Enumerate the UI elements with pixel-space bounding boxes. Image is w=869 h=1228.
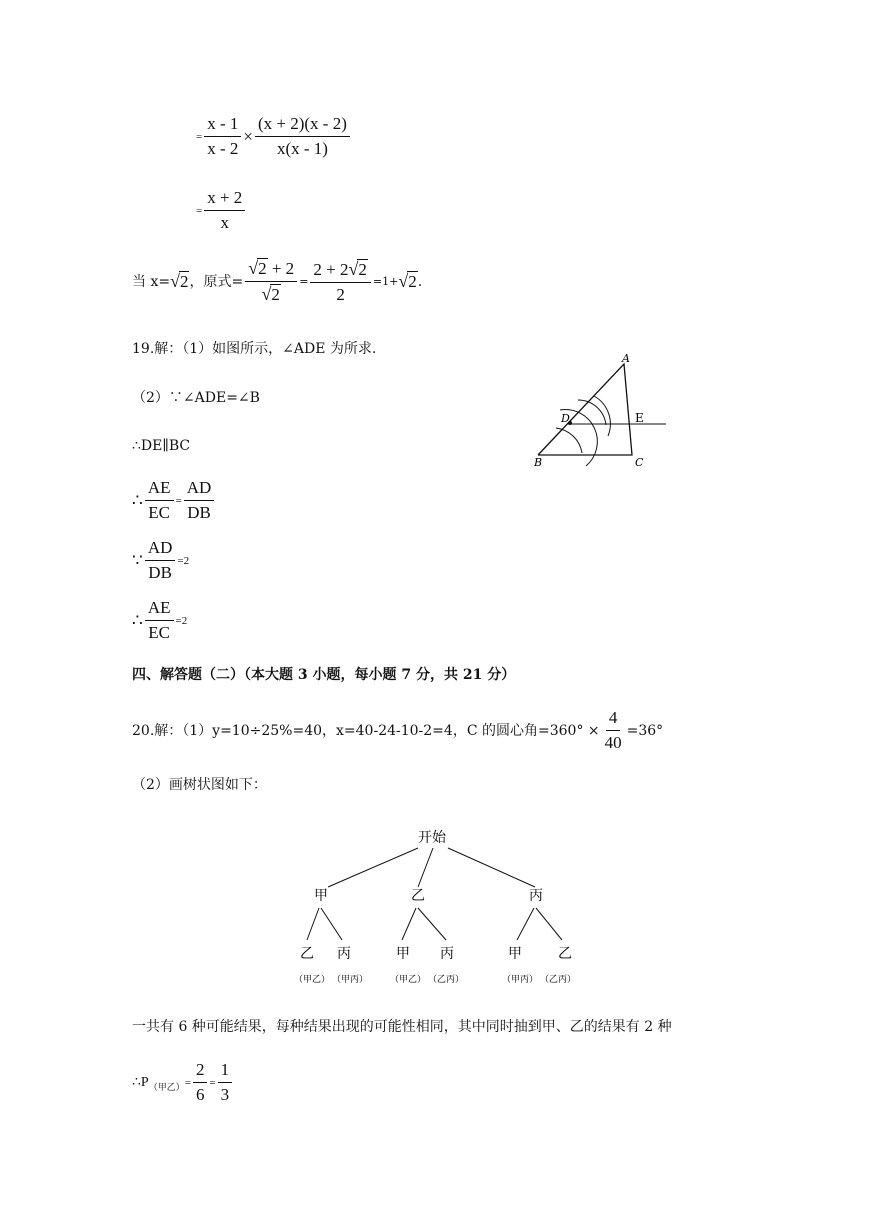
label-e: E: [635, 411, 644, 425]
tree-level2-0: 乙: [300, 946, 314, 962]
probability-tree-diagram: [280, 820, 600, 990]
tree-result-1: （甲丙）: [332, 975, 369, 985]
fraction-b: $\frac{2 + 2√2}{2}$: [310, 259, 370, 305]
q20-line2: （2）画树状图如下：: [132, 777, 267, 793]
q20-probability: ∴P （甲乙） = $\frac{2}{6}$ = $\frac{1}{3}$: [132, 1060, 234, 1105]
q19-line3: ∴DE∥BC: [132, 438, 191, 454]
tree-level2-3: 丙: [440, 946, 454, 962]
step1-expression: [196, 114, 352, 159]
tree-result-0: （甲乙）: [294, 975, 331, 985]
q19-line2: （2）∵∠ADE=∠B: [132, 390, 260, 406]
triangle-construction-figure: [520, 350, 680, 475]
tree-level2-1: 丙: [337, 946, 351, 962]
fraction: $\frac{x + 2}{x}$: [204, 188, 245, 233]
tree-level1-1: 乙: [411, 888, 425, 904]
equals-sign: =: [196, 130, 203, 143]
q19-line1: 19.解：（1）如图所示，∠ADE 为所求.: [132, 341, 377, 357]
tree-level2-4: 甲: [508, 946, 522, 962]
tree-result-5: （乙丙）: [540, 975, 577, 985]
label-c: C: [635, 456, 644, 469]
times-sign: ×: [243, 126, 253, 146]
label-b: B: [534, 456, 543, 469]
tree-level1-2: 丙: [529, 888, 543, 904]
tree-level2-5: 乙: [558, 946, 572, 962]
sqrt-expression: √2: [170, 271, 189, 291]
tree-level2-2: 甲: [396, 946, 410, 962]
fraction-1: $\frac{x - 1}{x - 2}$: [204, 114, 241, 159]
tree-root: 开始: [418, 830, 446, 846]
equals-sign: =: [196, 204, 203, 217]
arc-d-outer: [594, 396, 610, 436]
label-d: D: [561, 412, 570, 425]
step2-expression: [196, 188, 247, 233]
label-a: A: [622, 352, 630, 365]
triangle-abc: [538, 364, 632, 455]
arc-at-d: [578, 400, 606, 425]
tree-level1-0: 甲: [314, 888, 328, 904]
tree-result-4: （甲丙）: [502, 975, 539, 985]
fraction-a: $\frac{√2 + 2}{√2}$: [245, 258, 297, 305]
tree-result-2: （甲乙）: [390, 975, 427, 985]
tree-result-3: （乙丙）: [428, 975, 465, 985]
q19-ratio-equation: ∴ $\frac{AE}{EC}$ = $\frac{AD}{DB}$: [132, 478, 216, 523]
q20-conclusion: 一共有 6 种可能结果，每种结果出现的可能性相同，其中同时抽到甲、乙的结果有 2 种: [132, 1019, 672, 1035]
step3-substitution: 当 x= √2 ，原式= $\frac{√2 + 2}{√2}$ = $\frac{2 + 2√2}{2}$ =1+ √2 .: [132, 258, 423, 304]
fraction-2: $\frac{(x + 2)(x - 2)}{x(x - 1)}$: [255, 114, 350, 159]
q20-line1: 20.解：（1）y=10÷25%=40，x=40-24-10-2=4，C 的圆心角=360° × $\frac{4}{40}$ =36°: [132, 708, 664, 752]
section-heading: 四、解答题（二）（本大题 3 小题，每小题 7 分，共 21 分）: [132, 667, 516, 683]
q19-result-ratio: ∴ $\frac{AE}{EC}$ =2: [132, 598, 188, 642]
q19-given-ratio: ∵ $\frac{AD}{DB}$ =2: [132, 538, 190, 582]
